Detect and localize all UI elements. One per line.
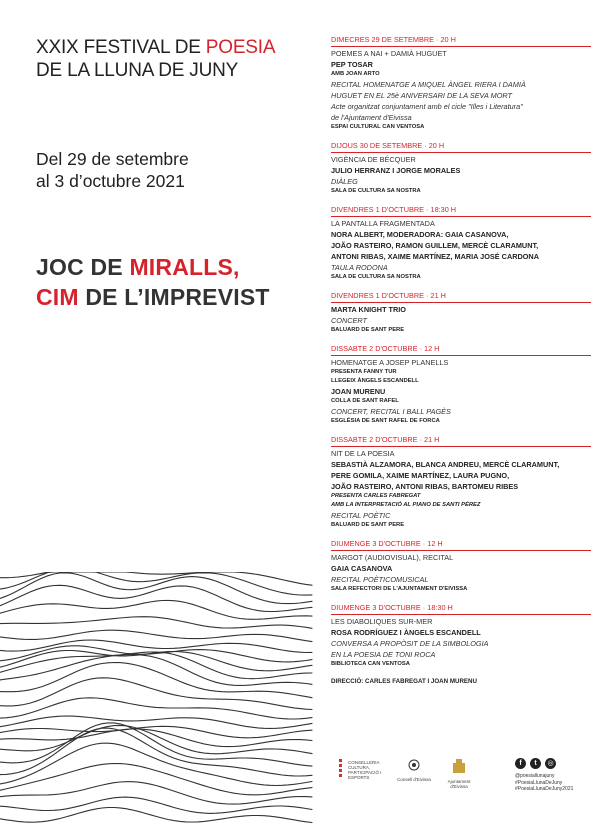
event-date-time: DISSABTE 2 D'OCTUBRE · 21 H xyxy=(331,435,440,444)
mountain-contour-line xyxy=(0,808,312,823)
social-links xyxy=(515,758,573,793)
event-divider xyxy=(331,46,591,47)
festival-title-line2: DE LA LLUNA DE JUNY xyxy=(36,60,239,81)
event-line: ESGLÉSIA DE SANT RAFEL DE FORCA xyxy=(331,418,440,424)
event-line: PERE GOMILA, XAIME MARTÍNEZ, LAURA PUGNO, xyxy=(331,471,510,480)
event-line: ESPAI CULTURAL CAN VENTOSA xyxy=(331,124,425,130)
event-line: CONCERT xyxy=(331,316,367,325)
event-line: TAULA RODONA xyxy=(331,263,388,272)
event-line: EN LA POESIA DE TONI ROCA xyxy=(331,650,436,659)
mountain-contour-line xyxy=(0,698,312,719)
event-line: JULIO HERRANZ I JORGE MORALES xyxy=(331,166,461,175)
event-divider xyxy=(331,614,591,615)
program-event xyxy=(331,141,593,196)
event-line: LA PANTALLA FRAGMENTADA xyxy=(331,219,435,228)
mountain-contour-line xyxy=(0,640,312,653)
event-line: NORA ALBERT, MODERADORA: GAIA CASANOVA, xyxy=(331,230,509,239)
event-date-time: DIUMENGE 3 D'OCTUBRE · 12 H xyxy=(331,539,443,548)
festival-direction: DIRECCIÓ: CARLES FABREGAT I JOAN MURENU xyxy=(331,678,477,685)
program-event xyxy=(331,205,593,282)
program-event xyxy=(331,539,593,594)
event-line: POEMES A NAI + DAMIÀ HUGUET xyxy=(331,49,447,58)
event-line: NIT DE LA POESIA xyxy=(331,449,395,458)
festival-theme xyxy=(36,252,270,312)
event-divider xyxy=(331,446,591,447)
event-line: SALA DE CULTURA SA NOSTRA xyxy=(331,274,421,280)
mountain-contour-line xyxy=(0,585,312,611)
event-divider xyxy=(331,355,591,356)
event-line: AMB JOAN ARTO xyxy=(331,71,380,77)
mountain-contour-line xyxy=(0,797,312,813)
program-event xyxy=(331,344,593,426)
event-line: SALA REFECTORI DE L'AJUNTAMENT D'EIVISSA xyxy=(331,586,468,592)
mountain-contour-line xyxy=(0,652,312,679)
mountain-lines-illustration xyxy=(0,572,316,828)
festival-dates xyxy=(36,148,306,192)
mountain-contour-line xyxy=(0,663,312,698)
event-date-time: DIVENDRES 1 D'OCTUBRE · 18:30 H xyxy=(331,205,457,214)
festival-title-poesia: POESIA xyxy=(205,37,276,58)
event-line: VIGÈNCIA DE BÉCQUER xyxy=(331,155,416,164)
event-line: de l'Ajuntament d'Eivissa xyxy=(331,113,412,122)
event-line: JOAN MURENU xyxy=(331,387,386,396)
ajuntament-eivissa-logo-icon xyxy=(451,758,467,774)
event-line: RECITAL POÈTIC xyxy=(331,511,391,520)
event-divider xyxy=(331,550,591,551)
event-line: CONVERSA A PROPÒSIT DE LA SIMBOLOGIA xyxy=(331,639,489,648)
event-line: ROSA RODRÍGUEZ I ÀNGELS ESCANDELL xyxy=(331,628,481,637)
festival-header xyxy=(36,36,306,192)
event-line: BALUARD DE SANT PERE xyxy=(331,327,405,333)
program-schedule xyxy=(331,35,593,685)
event-line: JOÃO RASTEIRO, ANTONI RIBAS, BARTOMEU RIBES xyxy=(331,482,519,491)
event-line: LLEGEIX ÀNGELS ESCANDELL xyxy=(331,378,419,384)
social-handle: @poesiallunajuny xyxy=(515,773,555,779)
event-divider xyxy=(331,302,591,303)
event-date-time: DIJOUS 30 DE SETEMBRE · 20 H xyxy=(331,141,445,150)
event-line: PEP TOSAR xyxy=(331,60,373,69)
event-line: PRESENTA FANNY TUR xyxy=(331,369,397,375)
event-line: CONCERT, RECITAL I BALL PAGÈS xyxy=(331,407,451,416)
event-line: SEBASTIÀ ALZAMORA, BLANCA ANDREU, MERCÈ CLARAMUNT, xyxy=(331,460,560,469)
event-date-time: DISSABTE 2 D'OCTUBRE · 12 H xyxy=(331,344,440,353)
theme-word-cim: CIM xyxy=(36,284,79,310)
hashtag-1: #PoesiaLlunaDeJuny xyxy=(515,779,563,786)
theme-word-1: JOC DE xyxy=(36,254,130,280)
event-line: ANTONI RIBAS, XAIME MARTÍNEZ, MARIA JOSÉ CARDONA xyxy=(331,252,539,261)
event-date-time: DIVENDRES 1 D'OCTUBRE · 21 H xyxy=(331,291,446,300)
mountain-contour-line xyxy=(0,630,312,641)
event-line: GAIA CASANOVA xyxy=(331,564,393,573)
event-line: BIBLIOTECA CAN VENTOSA xyxy=(331,661,410,667)
festival-title xyxy=(36,36,306,82)
mountain-contour-line xyxy=(0,729,312,747)
event-line: RECITAL HOMENATGE A MIQUEL ÀNGEL RIERA I DAMIÀ xyxy=(331,80,526,89)
hashtag-2: #PoesiaLlunaDeJuny2021 xyxy=(515,786,574,792)
event-line: RECITAL POÈTICOMUSICAL xyxy=(331,575,429,584)
logo-ajuntament-text: Ajuntament d'Eivissa xyxy=(447,779,471,789)
consell-eivissa-logo-icon xyxy=(408,758,420,772)
event-line: COLLA DE SANT RAFEL xyxy=(331,398,399,404)
event-line: BALUARD DE SANT PERE xyxy=(331,522,405,528)
event-line: HOMENATGE A JOSEP PLANELLS xyxy=(331,358,449,367)
mountain-contour-line xyxy=(0,655,312,686)
mountain-contour-line xyxy=(0,678,312,710)
event-line: DIÀLEG xyxy=(331,177,358,186)
mountain-contour-line xyxy=(0,600,312,619)
event-line: AMB LA INTERPRETACIÓ AL PIANO DE SANTI PÉREZ xyxy=(331,502,481,508)
logo-ajuntament xyxy=(444,758,474,792)
event-line: PRESENTA CARLES FABREGAT xyxy=(331,493,421,499)
dates-line1: Del 29 de setembre xyxy=(36,149,189,169)
festival-title-line1: XXIX FESTIVAL DE xyxy=(36,37,206,58)
event-line: MARGOT (AUDIOVISUAL), RECITAL xyxy=(331,553,454,562)
event-date-time: DIUMENGE 3 D'OCTUBRE · 18:30 H xyxy=(331,603,453,612)
dates-line2: al 3 d’octubre 2021 xyxy=(36,171,185,191)
logo-govern-text: CONSELLERIA CULTURA, PARTICIPACIÓ I ESPORTS xyxy=(348,760,382,780)
event-line: MARTA KNIGHT TRIO xyxy=(331,305,406,314)
event-line: SALA DE CULTURA SA NOSTRA xyxy=(331,188,421,194)
facebook-icon[interactable]: f xyxy=(515,758,526,769)
logo-consell-text: Consell d'Eivissa xyxy=(397,777,431,782)
event-line: JOÃO RASTEIRO, RAMON GUILLEM, MERCÈ CLARAMUNT, xyxy=(331,241,539,250)
event-line: HUGUET EN EL 25è ANIVERSARI DE LA SEVA MORT xyxy=(331,91,512,100)
event-line: Acte organitzat conjuntament amb el cicle "Illes i Literatura" xyxy=(331,102,523,111)
twitter-icon[interactable]: t xyxy=(530,758,541,769)
event-divider xyxy=(331,152,591,153)
event-line: LES DIABOLIQUES SUR-MER xyxy=(331,617,433,626)
logo-govern xyxy=(338,758,382,792)
theme-word-miralls: MIRALLS, xyxy=(129,254,240,280)
theme-word-4: DE L’IMPREVIST xyxy=(78,284,270,310)
program-event xyxy=(331,291,593,335)
program-event xyxy=(331,435,593,530)
event-divider xyxy=(331,216,591,217)
balearic-government-logo-icon xyxy=(338,758,348,780)
event-date-time: DIMECRES 29 DE SETEMBRE · 20 H xyxy=(331,35,456,44)
program-event xyxy=(331,603,593,669)
mountain-contour-line xyxy=(0,764,312,795)
logo-consell xyxy=(396,758,432,792)
program-event xyxy=(331,35,593,132)
instagram-icon[interactable]: ◎ xyxy=(545,758,556,769)
mountain-contour-line xyxy=(0,572,312,585)
